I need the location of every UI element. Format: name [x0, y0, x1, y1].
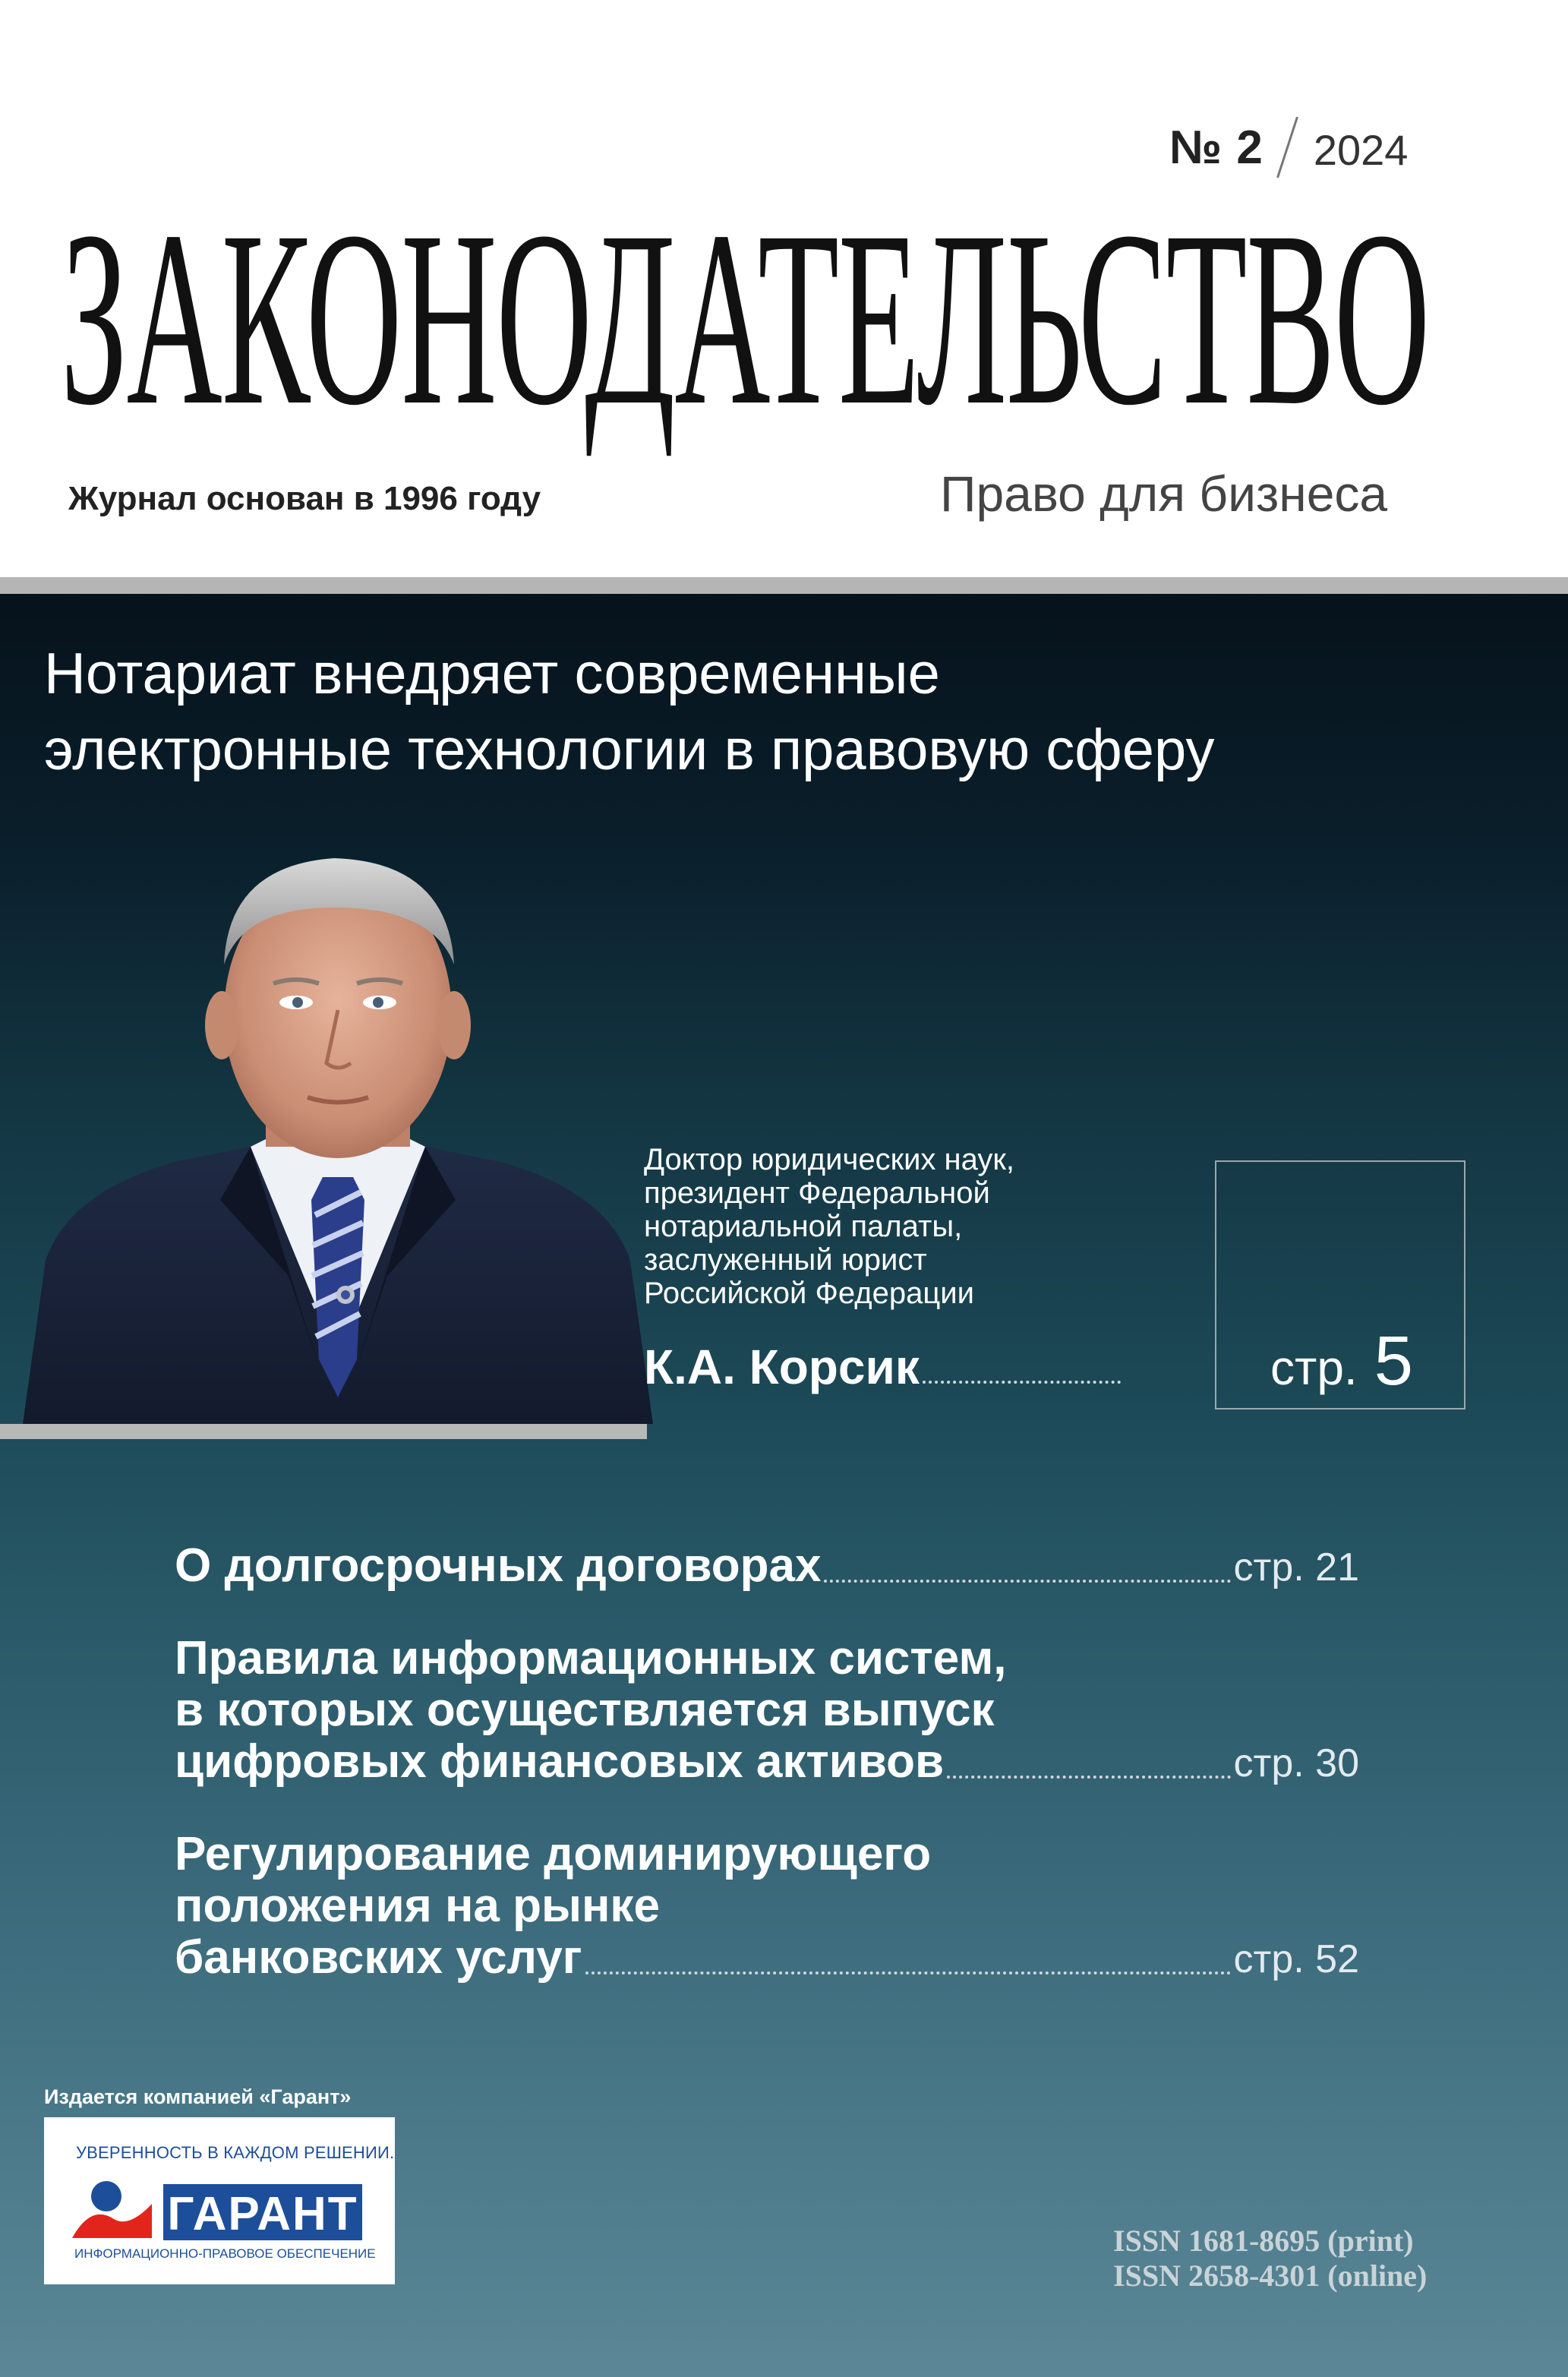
page-prefix: стр.: [1233, 1741, 1305, 1785]
publisher-tagline: ИНФОРМАЦИОННО-ПРАВОВОЕ ОБЕСПЕЧЕНИЕ: [74, 2246, 376, 2261]
journal-subtitle: Право для бизнеса: [940, 466, 1388, 522]
page-number: 30: [1315, 1741, 1359, 1785]
toc-title-line: в которых осуществляется выпуск: [175, 1684, 995, 1736]
toc-title-line: цифровых финансовых активов: [175, 1735, 945, 1788]
headline-line: Нотариат внедряет современные: [44, 642, 940, 706]
founded-note: Журнал основан в 1996 году: [68, 480, 541, 517]
issn-online: ISSN 2658-4301 (online): [1113, 2259, 1428, 2293]
author-description-line: Российской Федерации: [644, 1277, 974, 1310]
issue-year: 2024: [1313, 126, 1409, 174]
page-number: 21: [1315, 1545, 1359, 1589]
journal-title: ЗАКОНОДАТЕЛЬСТВО: [61, 180, 1430, 457]
author-description-line: нотариальной палаты,: [644, 1210, 963, 1243]
toc-title-line: О долгосрочных договорах: [175, 1539, 822, 1592]
toc-item[interactable]: [175, 1829, 1359, 1984]
page-number: 52: [1315, 1937, 1359, 1981]
issn-print: ISSN 1681-8695 (print): [1113, 2224, 1414, 2258]
leader-dots: [585, 1971, 1231, 1975]
masthead-divider: [0, 577, 1568, 594]
toc-page-ref: [1234, 1739, 1359, 1788]
page-number: 5: [1374, 1322, 1413, 1400]
toc-title-line: положения на рынке: [175, 1880, 660, 1932]
author-description-line: заслуженный юрист: [644, 1243, 927, 1277]
garant-wordmark: ГАРАНТ: [167, 2188, 358, 2240]
toc-page-ref: [1234, 1543, 1359, 1592]
author-description-line: Доктор юридических наук,: [644, 1143, 1015, 1176]
issue-line: [1169, 122, 1408, 175]
leader-dots: [824, 1580, 1230, 1583]
author-description: [644, 1143, 1206, 1310]
publisher-label: Издается компанией «Гарант»: [44, 2085, 352, 2108]
toc-title-line: Правила информационных систем,: [175, 1632, 1007, 1684]
garant-emblem-circle: [91, 2181, 121, 2211]
page-prefix: стр.: [1233, 1545, 1305, 1589]
issn-block: [1113, 2224, 1427, 2293]
portrait-underline: [0, 1424, 647, 1439]
toc-title-line: банковских услуг: [175, 1931, 582, 1984]
headline-line: электронные технологии в правовую сферу: [44, 718, 1215, 782]
toc-item[interactable]: [175, 1633, 1359, 1788]
page-prefix: стр.: [1233, 1937, 1305, 1981]
issue-number: № 2: [1169, 122, 1264, 174]
author-description-line: президент Федеральной: [644, 1176, 990, 1210]
publisher-slogan: УВЕРЕННОСТЬ В КАЖДОМ РЕШЕНИИ.: [76, 2143, 395, 2162]
toc-item[interactable]: [175, 1540, 1359, 1592]
author-name: К.А. Корсик: [644, 1340, 920, 1394]
issue-slash: [1267, 120, 1311, 175]
toc-page-ref: [1234, 1935, 1359, 1984]
leader-dots: [923, 1381, 1121, 1384]
author-portrait: [0, 835, 653, 1424]
cover-headline: [44, 636, 1411, 788]
leader-dots: [947, 1776, 1230, 1779]
garant-logo: [68, 2173, 372, 2249]
author-portrait-image: [0, 835, 653, 1424]
page-prefix: стр.: [1270, 1340, 1358, 1395]
toc-title-line: Регулирование доминирующего: [175, 1828, 932, 1880]
author-page-ref: [1270, 1321, 1413, 1401]
